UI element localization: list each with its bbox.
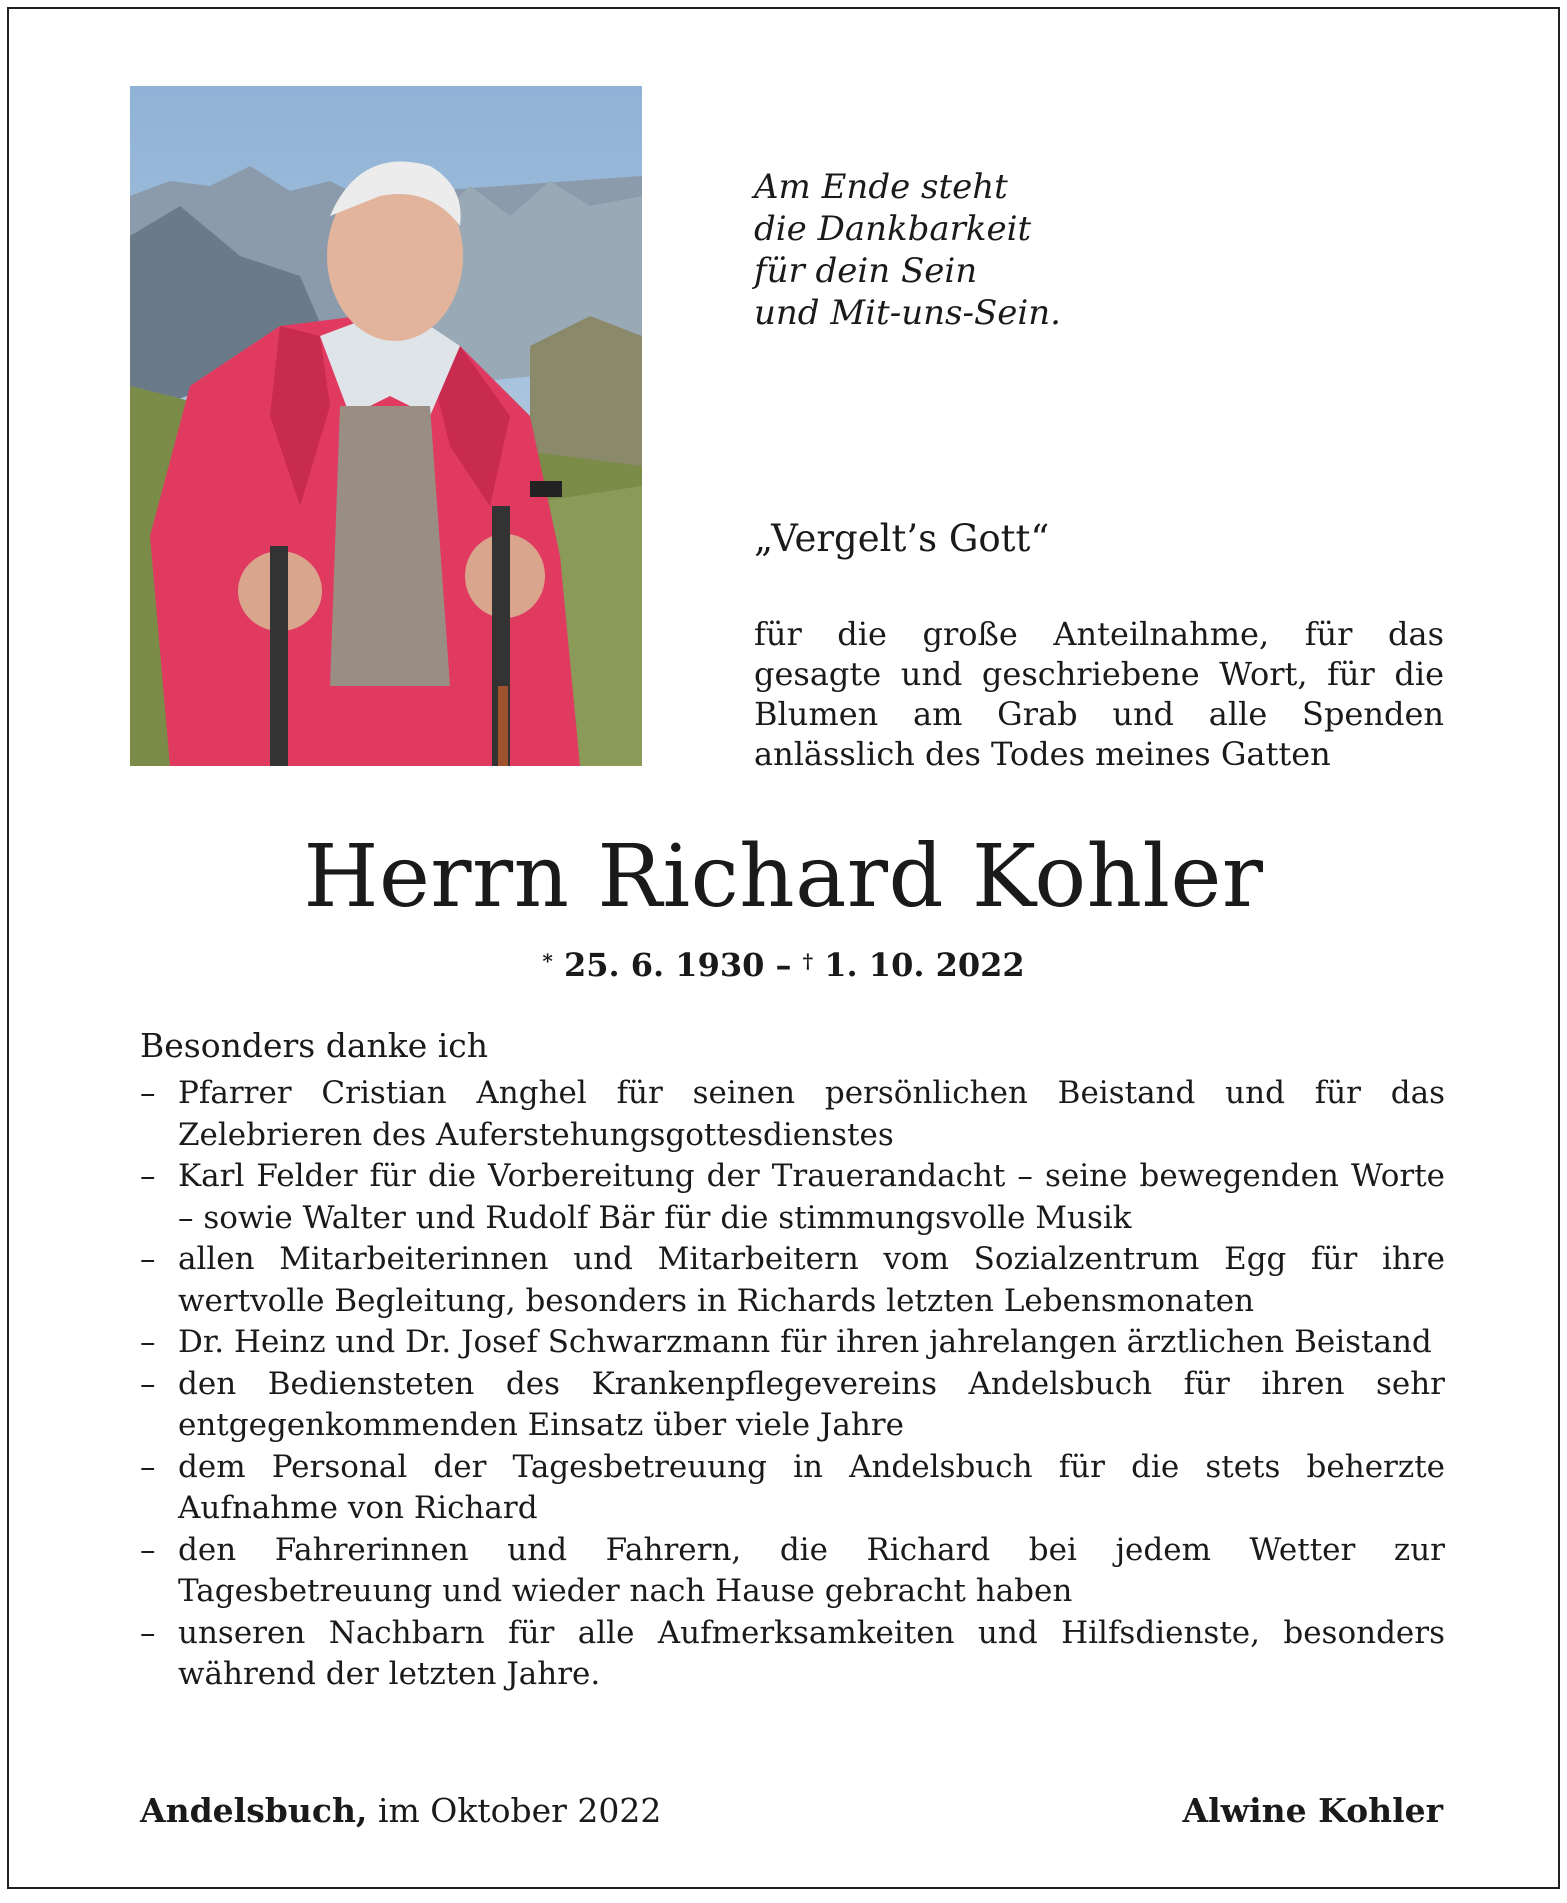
list-item-text: Dr. Heinz und Dr. Josef Schwarzmann für ihren jahrelangen ärztlichen Beistand <box>178 1324 1432 1360</box>
list-dash: – <box>140 1614 156 1651</box>
quote-line: die Dankbarkeit <box>754 209 1032 249</box>
list-item-text: Karl Felder für die Vorbereitung der Trauerandacht – seine bewegenden Worte – sowie Walter und Rudolf Bär für die stimmungsvolle Musik <box>178 1158 1445 1236</box>
death-date: 1. 10. 2022 <box>824 946 1025 984</box>
place-name: Andelsbuch, <box>140 1791 368 1830</box>
birth-date: 25. 6. 1930 <box>563 946 765 984</box>
list-item-text: Pfarrer Cristian Anghel für seinen persönlichen Beistand und für das Zelebrieren des Auferstehungsgottesdienstes <box>178 1075 1445 1153</box>
list-item-text: allen Mitarbeiterinnen und Mitarbeitern vom Sozialzentrum Egg für ihre wertvolle Begleitung, besonders in Richards letzten Lebensmonaten <box>178 1241 1445 1319</box>
besonders-heading: Besonders danke ich <box>140 1026 489 1065</box>
list-dash: – <box>140 1158 156 1194</box>
portrait-photo <box>130 86 642 766</box>
list-item <box>140 1239 1445 1322</box>
date-separator: – <box>775 946 792 984</box>
list-item <box>140 1364 1445 1447</box>
signature: Alwine Kohler <box>1182 1791 1443 1830</box>
thanks-list <box>140 1073 1445 1696</box>
portrait-photo-icon <box>130 86 642 766</box>
list-item <box>140 1447 1445 1530</box>
place-date <box>140 1791 661 1831</box>
list-dash: – <box>140 1448 156 1485</box>
quote-line: für dein Sein <box>754 251 978 291</box>
list-item-text: den Fahrerinnen und Fahrern, die Richard bei jedem Wetter zur Tagesbetreuung und wieder nach Hause gebracht haben <box>178 1531 1445 1609</box>
list-dash: – <box>140 1075 156 1111</box>
list-item <box>140 1530 1445 1613</box>
obituary-notice <box>7 7 1560 1889</box>
quote-line: Am Ende steht <box>754 167 1008 207</box>
life-dates <box>9 945 1558 985</box>
list-item <box>140 1613 1445 1696</box>
list-item-text: unseren Nachbarn für alle Aufmerksamkeiten und Hilfsdienste, besonders während der letzten Jahre. <box>178 1614 1445 1692</box>
list-dash: – <box>140 1241 156 1277</box>
list-dash: – <box>140 1531 156 1568</box>
list-dash: – <box>140 1365 156 1402</box>
list-item-text: dem Personal der Tagesbetreuung in Andelsbuch für die stets beherzte Aufnahme von Richard <box>178 1448 1445 1526</box>
list-dash: – <box>140 1324 156 1360</box>
notice-date: im Oktober 2022 <box>377 1791 662 1830</box>
birth-symbol: * <box>542 949 553 973</box>
list-item <box>140 1322 1445 1364</box>
list-item <box>140 1156 1445 1239</box>
vergelts-gott-heading: „Vergelt’s Gott“ <box>754 517 1050 560</box>
list-item <box>140 1073 1445 1156</box>
thanks-intro-text: für die große Anteilnahme, für das gesagte und geschriebene Wort, für die Blumen am Grab und alle Spenden anlässlich des Todes meines Gatten <box>754 615 1444 773</box>
death-symbol: † <box>802 949 814 973</box>
quote-line: und Mit-uns-Sein. <box>754 293 1061 333</box>
deceased-name: Herrn Richard Kohler <box>303 827 1264 927</box>
list-item-text: den Bediensteten des Krankenpflegevereins Andelsbuch für ihren sehr entgegenkommenden Einsatz über viele Jahre <box>178 1365 1445 1443</box>
poem-quote <box>754 166 1061 334</box>
